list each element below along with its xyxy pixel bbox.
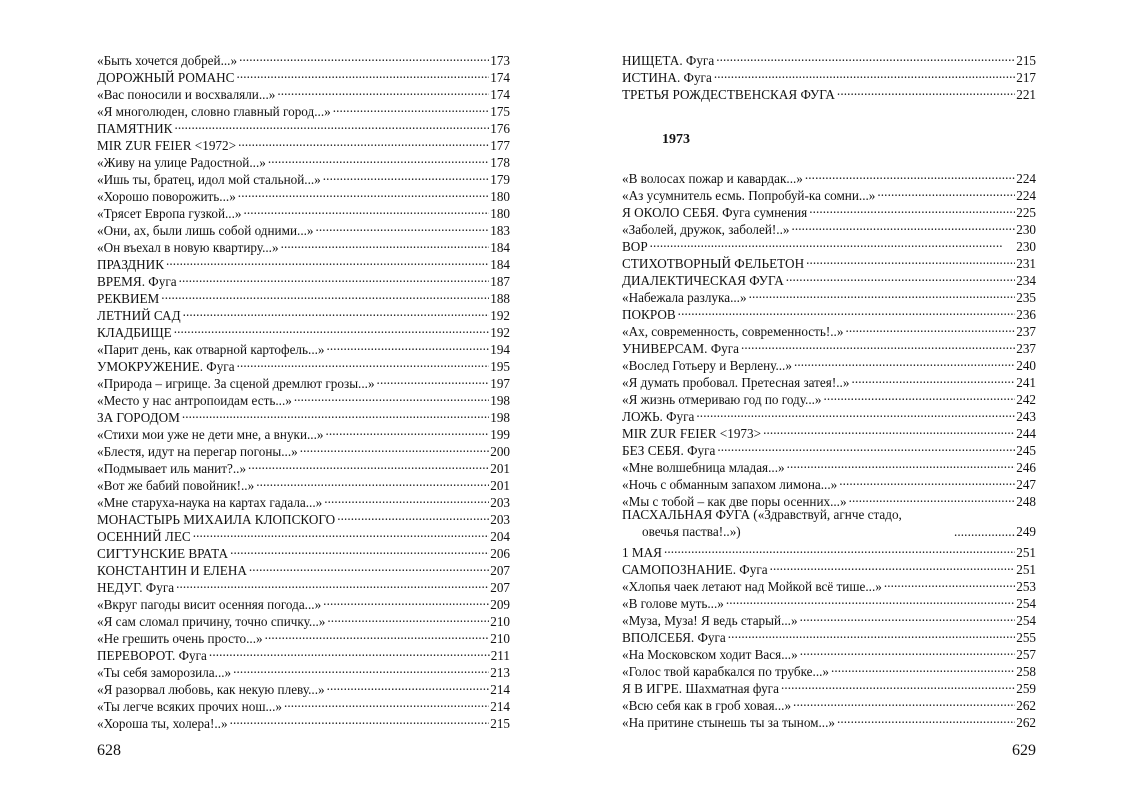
toc-entry-title: РЕКВИЕМ	[97, 291, 160, 306]
toc-entry-page: 173	[490, 53, 510, 68]
toc-entry-page: 178	[490, 155, 510, 170]
toc-entry-title: «Трясет Европа гузкой...»	[97, 206, 242, 221]
toc-entry-title: «Ах, современность, современность!..»	[622, 324, 844, 339]
page-number: 628	[97, 742, 121, 759]
toc-entry-page: 183	[490, 223, 510, 238]
toc-entry-page: 192	[490, 308, 510, 323]
year-heading: 1973	[662, 132, 690, 147]
toc-entry-title: Я ОКОЛО СЕБЯ. Фуга сумнения	[622, 205, 808, 220]
toc-entry-title: «В голове муть...»	[622, 596, 724, 611]
toc-entry-title: ДОРОЖНЫЙ РОМАНС	[97, 70, 235, 85]
toc-entry-title: «Живу на улице Радостной...»	[97, 155, 266, 170]
toc-entry-page: 200	[490, 444, 510, 459]
toc-entry-page: 230	[1016, 239, 1036, 254]
toc-entry-page: 188	[490, 291, 510, 306]
toc-entry-page: 246	[1016, 460, 1036, 475]
toc-entry-page: 255	[1016, 630, 1036, 645]
toc-entry-title: «Не грешить очень просто...»	[97, 631, 263, 646]
toc-entry-title: ИСТИНА. Фуга	[622, 70, 712, 85]
toc-entry-page: 251	[1016, 562, 1036, 577]
toc-entry-title: MIR ZUR FEIER <1972>	[97, 138, 237, 153]
toc-list-right	[622, 166, 1036, 730]
toc-entry-title-line1: ПАСХАЛЬНАЯ ФУГА («Здравствуй, агнче стадо,	[622, 507, 902, 522]
toc-entry-multiline	[622, 506, 1036, 540]
toc-entry-page: 237	[1016, 341, 1036, 356]
toc-entry-page: 231	[1016, 256, 1036, 271]
toc-entry-title: «Мне волшебница младая...»	[622, 460, 785, 475]
toc-entry-title: 1 МАЯ	[622, 545, 662, 560]
toc-entry-title: «Место у нас антропоидам есть...»	[97, 393, 292, 408]
toc-entry-page: 213	[490, 665, 510, 680]
toc-entry-page: 211	[490, 648, 510, 663]
toc-entry-page: 224	[1016, 188, 1036, 203]
toc-entry	[622, 557, 1036, 577]
toc-entry-page: 198	[490, 410, 510, 425]
toc-entry-page: 206	[490, 546, 510, 561]
toc-entry-title: ЛЕТНИЙ САД	[97, 308, 181, 323]
toc-entry-page: 236	[1016, 307, 1036, 322]
toc-entry	[622, 48, 1036, 68]
toc-entry-title: НЕДУГ. Фуга	[97, 580, 175, 595]
toc-entry-page: 244	[1016, 426, 1036, 441]
toc-entry-title: ОСЕННИЙ ЛЕС	[97, 529, 191, 544]
toc-entry-title: «Хороша ты, холера!..»	[97, 716, 228, 731]
toc-entry-page: 184	[490, 240, 510, 255]
toc-entry-title: «Всю себя как в гроб ховая...»	[622, 698, 792, 713]
toc-entry-page: 217	[1016, 70, 1036, 85]
toc-entry-title-line2: овечья паства!..»)	[642, 524, 741, 539]
toc-entry-title: «Голос твой карабкался по трубке...»	[622, 664, 830, 679]
toc-entry-title: «Я жизнь отмериваю год по году...»	[622, 392, 822, 407]
toc-entry-page: 209	[490, 597, 510, 612]
toc-entry-title: «Ишь ты, братец, идол мой стальной...»	[97, 172, 321, 187]
toc-entry-page: 210	[490, 631, 510, 646]
toc-entry-page: 237	[1016, 324, 1036, 339]
toc-entry-page: 187	[490, 274, 510, 289]
toc-entry-title: «На притине стынешь ты за тыном...»	[622, 715, 835, 730]
toc-entry-title: «Ты себя заморозила...»	[97, 665, 232, 680]
toc-entry-title: ТРЕТЬЯ РОЖДЕСТВЕНСКАЯ ФУГА	[622, 87, 835, 102]
toc-entry-page: 174	[490, 87, 510, 102]
toc-entry-title: «Набежала разлука...»	[622, 290, 747, 305]
toc-entry-title: БЕЗ СЕБЯ. Фуга	[622, 443, 716, 458]
toc-entry-title: «Парит день, как отварной картофель...»	[97, 342, 325, 357]
toc-entry-page: 201	[490, 461, 510, 476]
toc-entry-page: 194	[490, 342, 510, 357]
toc-entry-page: 175	[490, 104, 510, 119]
toc-entry	[622, 251, 1036, 271]
toc-entry-title: «Мы с тобой – как две поры осенних...»	[622, 494, 847, 509]
toc-entry-page: 215	[1016, 53, 1036, 68]
toc-entry-title: «Я разорвал любовь, как некую плеву...»	[97, 682, 325, 697]
toc-entry-title: «Они, ах, были лишь собой одними...»	[97, 223, 314, 238]
toc-entry-page: 195	[490, 359, 510, 374]
toc-entry-title: «Муза, Муза! Я ведь старый...»	[622, 613, 798, 628]
toc-entry-page: 257	[1016, 647, 1036, 662]
toc-list-right-top	[622, 48, 1036, 102]
toc-entry	[622, 540, 1036, 560]
toc-entry-title: МОНАСТЫРЬ МИХАИЛА КЛОПСКОГО	[97, 512, 336, 527]
toc-entry-title: «Я сам сломал причину, точно спичку...»	[97, 614, 326, 629]
toc-entry-title: СИГТУНСКИЕ ВРАТА	[97, 546, 229, 561]
toc-entry-page: 258	[1016, 664, 1036, 679]
toc-entry-page: 253	[1016, 579, 1036, 594]
toc-entry-page: 203	[490, 512, 510, 527]
toc-entry-title: «Блестя, идут на перегар погоны...»	[97, 444, 298, 459]
toc-entry-page: 192	[490, 325, 510, 340]
toc-entry-title: «Он въехал в новую квартиру...»	[97, 240, 279, 255]
toc-entry	[97, 48, 510, 68]
toc-entry-page: 199	[490, 427, 510, 442]
toc-entry-page: 225	[1016, 205, 1036, 220]
toc-entry-title	[622, 506, 954, 540]
toc-entry-title: «Хлопья чаек летают над Мойкой всё тише...»	[622, 579, 882, 594]
toc-entry-page: 245	[1016, 443, 1036, 458]
toc-entry-title: MIR ZUR FEIER <1973>	[622, 426, 762, 441]
toc-entry-title: Я В ИГРЕ. Шахматная фуга	[622, 681, 779, 696]
toc-entry-title: «Заболей, дружок, заболей!..»	[622, 222, 790, 237]
toc-entry-title: «Вас поносили и восхваляли...»	[97, 87, 276, 102]
toc-entry-title: ЛОЖЬ. Фуга	[622, 409, 695, 424]
toc-entry-page: 249	[1016, 524, 1036, 539]
toc-entry-page: 214	[490, 682, 510, 697]
toc-entry-title: УМОКРУЖЕНИЕ. Фуга	[97, 359, 235, 374]
toc-entry-title: УНИВЕРСАМ. Фуга	[622, 341, 739, 356]
toc-entry-title: ВРЕМЯ. Фуга	[97, 274, 177, 289]
toc-entry-title: «Ночь с обманным запахом лимона...»	[622, 477, 838, 492]
toc-entry-title: СТИХОТВОРНЫЙ ФЕЛЬЕТОН	[622, 256, 805, 271]
toc-entry-page: 177	[490, 138, 510, 153]
toc-entry-title: «Природа – игрище. За сценой дремлют грозы...»	[97, 376, 375, 391]
toc-entry-title: «Хорошо поворожить...»	[97, 189, 236, 204]
toc-entry-title: ЗА ГОРОДОМ	[97, 410, 180, 425]
toc-entry-title: «Мне старуха-наука на картах гадала...»	[97, 495, 323, 510]
toc-entry-page: 197	[490, 376, 510, 391]
toc-entry-page: 207	[490, 580, 510, 595]
toc-entry-page: 241	[1016, 375, 1036, 390]
toc-entry-title: ВОР	[622, 239, 648, 254]
toc-entry-page: 174	[490, 70, 510, 85]
toc-entry-page: 184	[490, 257, 510, 272]
toc-entry	[622, 234, 1036, 254]
toc-entry-title: «Стихи мои уже не дети мне, а внуки...»	[97, 427, 324, 442]
toc-entry-page: 210	[490, 614, 510, 629]
toc-entry-title: «Подмывает иль манит?..»	[97, 461, 247, 476]
toc-entry-page: 235	[1016, 290, 1036, 305]
toc-entry-page: 230	[1016, 222, 1036, 237]
toc-entry-page: 179	[490, 172, 510, 187]
toc-entry-title: «Я многолюден, словно главный город...»	[97, 104, 331, 119]
toc-entry-page: 254	[1016, 613, 1036, 628]
toc-entry-page: 198	[490, 393, 510, 408]
toc-entry-page: 180	[490, 206, 510, 221]
toc-entry-title: ПЕРЕВОРОТ. Фуга	[97, 648, 207, 663]
toc-entry-title: ВПОЛСЕБЯ. Фуга	[622, 630, 726, 645]
toc-entry-title: «Я думать пробовал. Претесная затея!..»	[622, 375, 850, 390]
toc-entry-title: «Ты легче всяких прочих нош...»	[97, 699, 282, 714]
toc-entry-title: ПРАЗДНИК	[97, 257, 165, 272]
toc-entry-title: «Аз усумнитель есмь. Попробуй-ка сомни...»	[622, 188, 876, 203]
toc-entry-page: 207	[490, 563, 510, 578]
toc-entry-title: ПАМЯТНИК	[97, 121, 173, 136]
toc-entry-page: 240	[1016, 358, 1036, 373]
toc-entry-page: 224	[1016, 171, 1036, 186]
toc-entry	[622, 166, 1036, 186]
toc-entry-page: 203	[490, 495, 510, 510]
toc-entry-page: 242	[1016, 392, 1036, 407]
toc-entry-page: 201	[490, 478, 510, 493]
toc-entry-title: «Быть хочется добрей...»	[97, 53, 238, 68]
toc-entry-page: 176	[490, 121, 510, 136]
toc-entry-title: «Вослед Готьеру и Верлену...»	[622, 358, 792, 373]
toc-entry	[622, 319, 1036, 339]
toc-entry-page: 259	[1016, 681, 1036, 696]
toc-entry-page: 214	[490, 699, 510, 714]
toc-entry-page: 215	[490, 716, 510, 731]
toc-entry	[622, 302, 1036, 322]
toc-entry-title: САМОПОЗНАНИЕ. Фуга	[622, 562, 768, 577]
toc-entry-page: 243	[1016, 409, 1036, 424]
toc-entry-page: 254	[1016, 596, 1036, 611]
toc-entry-page: 248	[1016, 494, 1036, 509]
toc-entry-title: «На Московском ходит Вася...»	[622, 647, 798, 662]
toc-entry-page: 221	[1016, 87, 1036, 102]
toc-entry-page: 234	[1016, 273, 1036, 288]
page-number: 629	[1012, 742, 1036, 759]
toc-list-left	[97, 48, 510, 731]
toc-entry-title: НИЩЕТА. Фуга	[622, 53, 715, 68]
toc-entry-title: «Вкруг пагоды висит осенняя погода...»	[97, 597, 322, 612]
toc-entry-page: 204	[490, 529, 510, 544]
toc-entry-page: 262	[1016, 698, 1036, 713]
toc-entry-title: ПОКРОВ	[622, 307, 676, 322]
toc-entry-page: 262	[1016, 715, 1036, 730]
toc-entry-page: 247	[1016, 477, 1036, 492]
toc-entry-title: «В волосах пожар и кавардак...»	[622, 171, 803, 186]
toc-entry-page: 251	[1016, 545, 1036, 560]
toc-entry-page: 180	[490, 189, 510, 204]
toc-entry-title: КЛАДБИЩЕ	[97, 325, 172, 340]
toc-entry-title: ДИАЛЕКТИЧЕСКАЯ ФУГА	[622, 273, 784, 288]
toc-entry-title: КОНСТАНТИН И ЕЛЕНА	[97, 563, 247, 578]
toc-entry-title: «Вот же бабий повойник!..»	[97, 478, 255, 493]
